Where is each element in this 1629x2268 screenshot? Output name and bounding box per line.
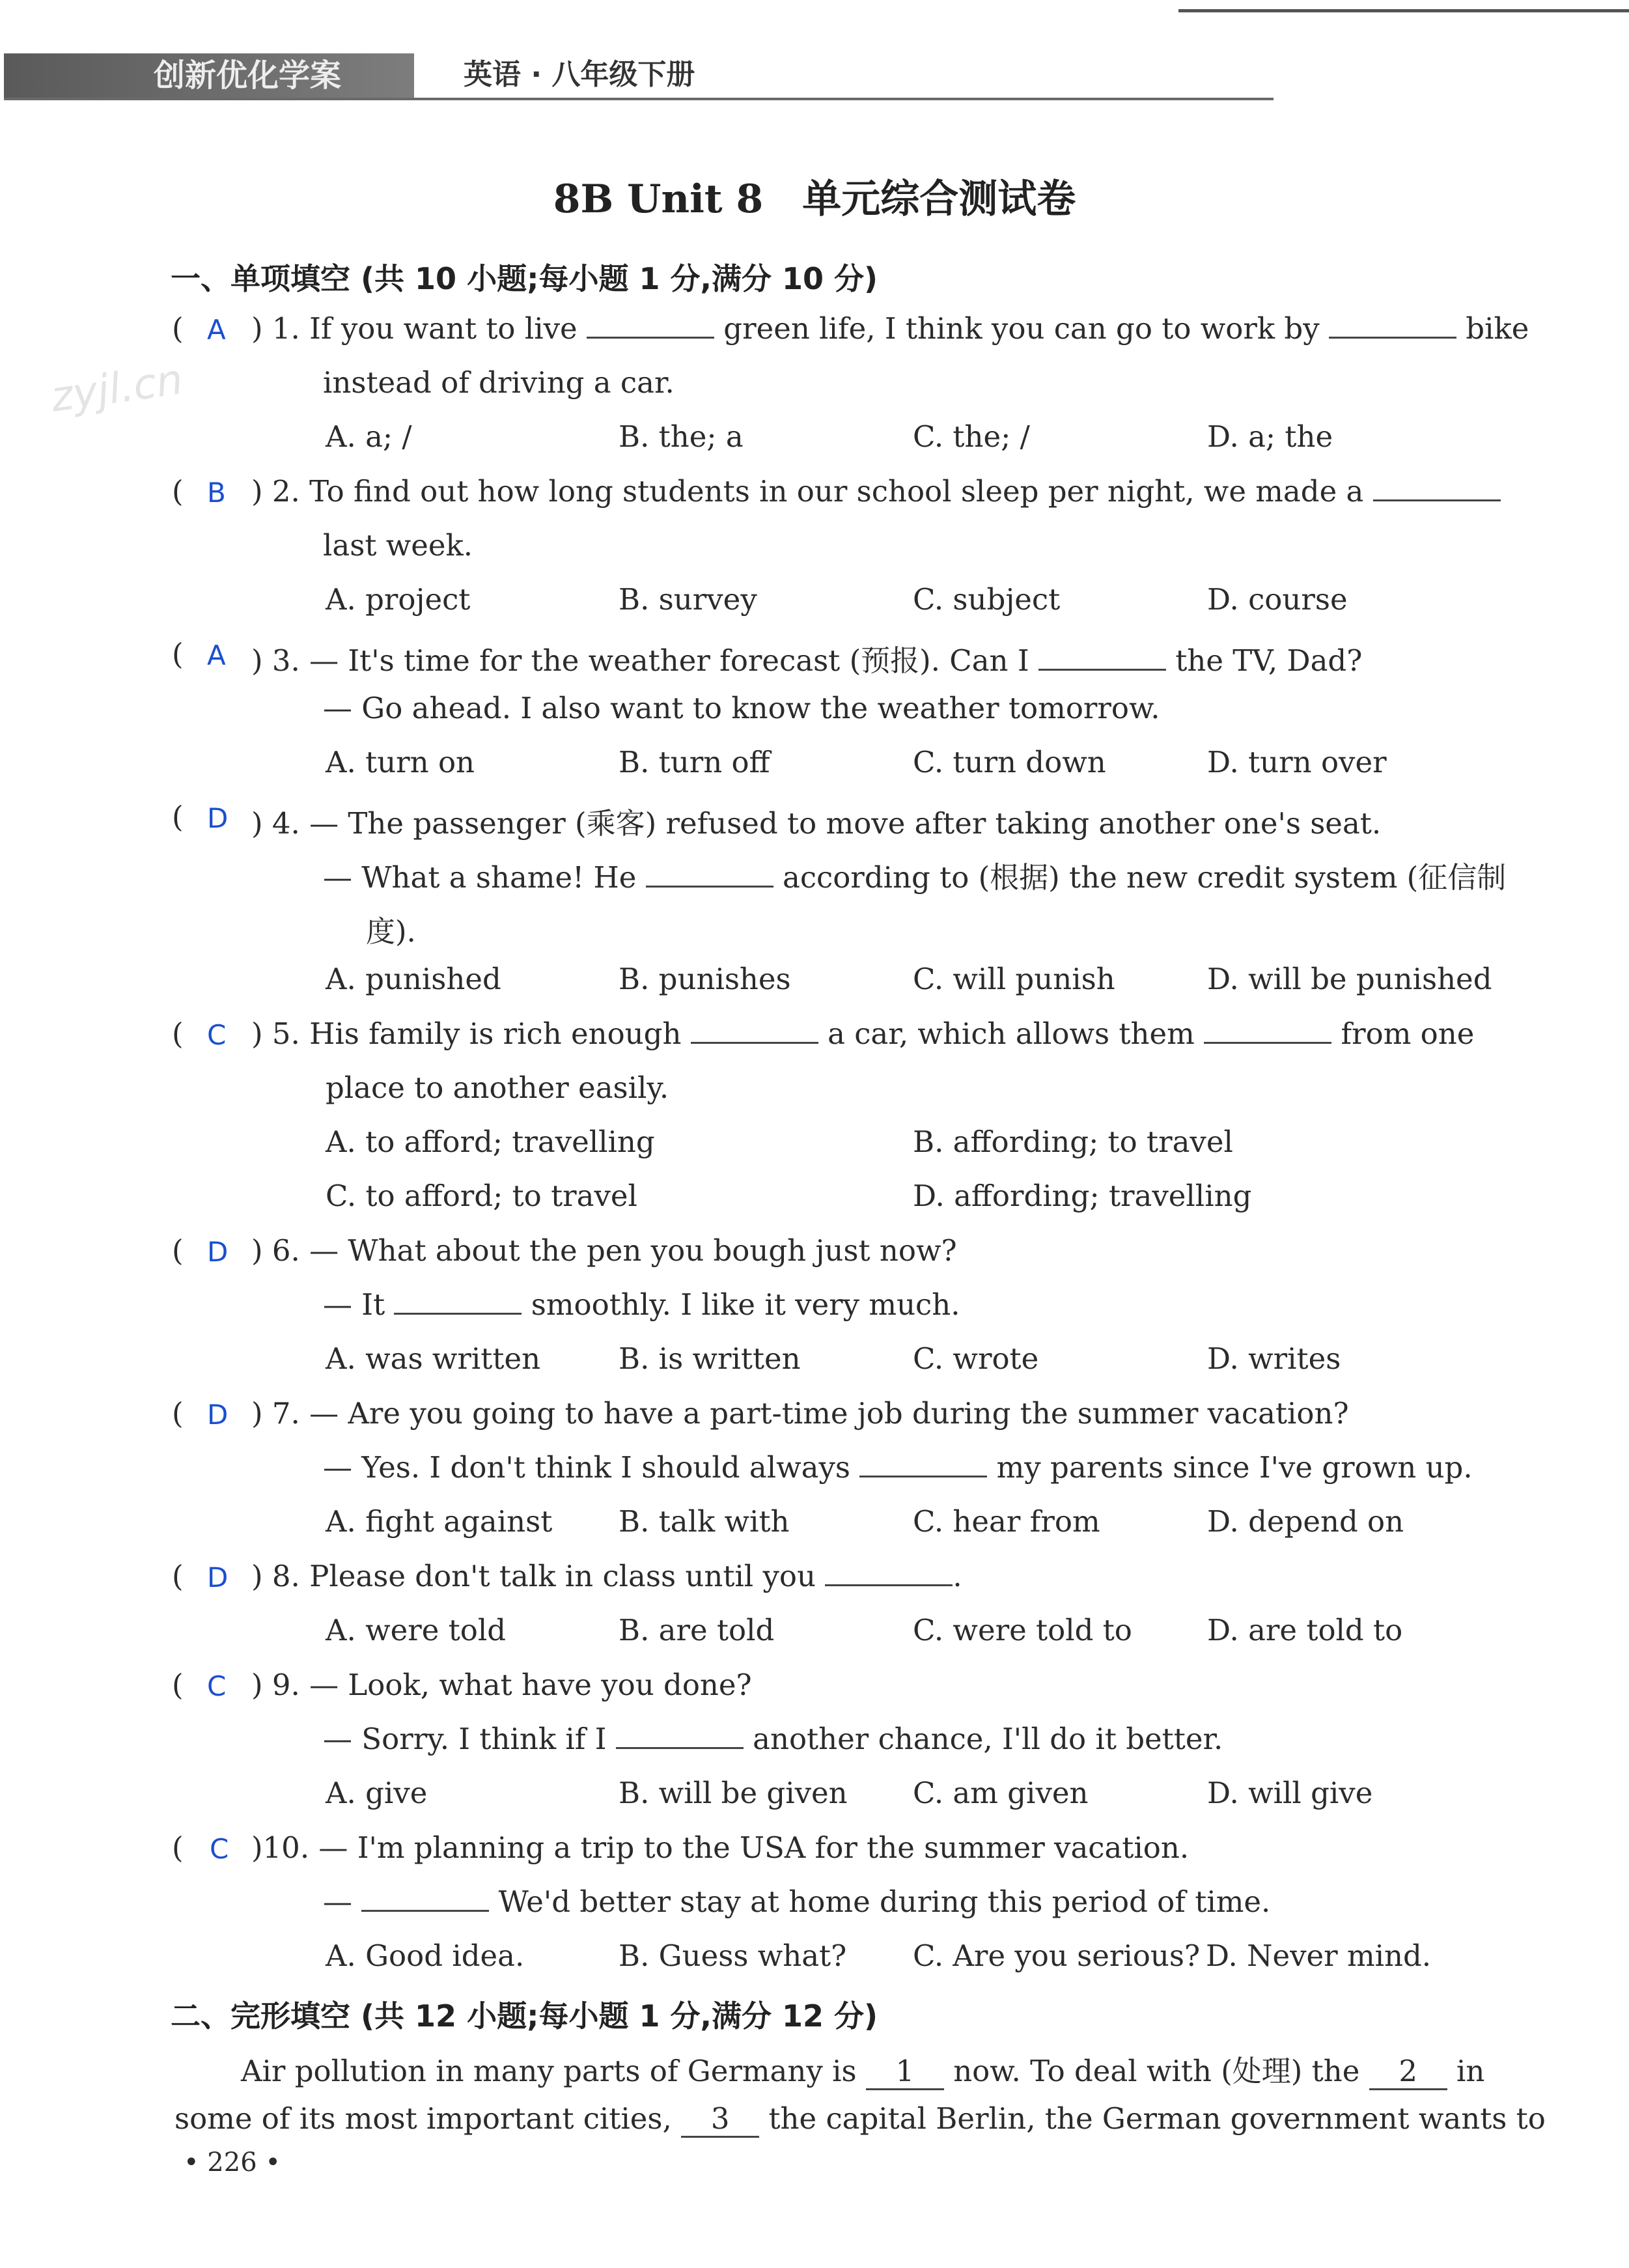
option-c: C. the; /	[913, 419, 1030, 454]
option-b: B. Guess what?	[619, 1939, 847, 1973]
answer-q1: A	[207, 314, 226, 346]
option-a: A. Good idea.	[326, 1939, 525, 1973]
question-5: ) 5. His family is rich enough a car, which allows them from one	[251, 1016, 1475, 1051]
option-d: D. turn over	[1207, 745, 1387, 779]
option-d: D. writes	[1207, 1341, 1341, 1376]
question-4: ) 4. — The passenger (乘客) refused to move after taking another one's seat.	[251, 806, 1382, 841]
question-7-cont: — Yes. I don't think I should always my parents since I've grown up.	[323, 1450, 1473, 1485]
answer-paren: (	[172, 1830, 184, 1865]
answer-q6: D	[207, 1236, 229, 1268]
option-a: A. a; /	[326, 419, 412, 454]
option-b: B. the; a	[619, 419, 744, 454]
option-d: D. a; the	[1207, 419, 1333, 454]
question-2-cont: last week.	[323, 528, 473, 563]
page-title: 8B Unit 8 单元综合测试卷	[553, 176, 1076, 222]
answer-paren: (	[172, 637, 184, 671]
subject-label: 英语 · 八年级下册	[464, 58, 695, 91]
option-b: B. are told	[619, 1613, 775, 1647]
option-d: D. will give	[1207, 1776, 1373, 1810]
option-d: D. depend on	[1207, 1504, 1404, 1539]
question-4-cont2: 度).	[366, 914, 416, 949]
question-4-cont: — What a shame! He according to (根据) the new credit system (征信制	[323, 860, 1507, 895]
top-rule	[1178, 9, 1629, 12]
question-1: ) 1. If you want to live green life, I think you can go to work by bike	[251, 311, 1529, 346]
answer-q5: C	[207, 1019, 227, 1051]
question-7: ) 7. — Are you going to have a part-time job during the summer vacation?	[251, 1396, 1349, 1431]
answer-paren: (	[172, 1396, 184, 1431]
page-number: • 226 •	[184, 2148, 281, 2177]
passage-line-2: some of its most important cities, 3 the capital Berlin, the German government wants to	[174, 2101, 1546, 2138]
option-a: A. to afford; travelling	[326, 1125, 655, 1159]
question-3-cont: — Go ahead. I also want to know the weather tomorrow.	[323, 691, 1160, 725]
header-rule	[4, 98, 1274, 100]
watermark: zyjl.cn	[48, 356, 186, 422]
option-c: C. wrote	[913, 1341, 1039, 1376]
question-6-cont: — It smoothly. I like it very much.	[323, 1287, 960, 1322]
option-b: B. turn off	[619, 745, 770, 779]
option-a: A. were told	[326, 1613, 507, 1647]
answer-q9: C	[207, 1670, 227, 1702]
question-5-cont: place to another easily.	[326, 1071, 669, 1105]
answer-q2: B	[207, 477, 226, 509]
question-2: ) 2. To find out how long students in our school sleep per night, we made a	[251, 474, 1501, 509]
option-d: D. course	[1207, 582, 1348, 617]
answer-paren: (	[172, 1559, 184, 1593]
passage-line-1: Air pollution in many parts of Germany is 1 now. To deal with (处理) the 2 in	[241, 2047, 1484, 2090]
answer-q8: D	[207, 1561, 229, 1593]
option-c: C. subject	[913, 582, 1061, 617]
answer-q4: D	[207, 802, 229, 834]
question-10-cont: — We'd better stay at home during this period of time.	[323, 1884, 1271, 1919]
series-banner: 创新优化学案	[4, 53, 414, 98]
option-d: D. affording; travelling	[913, 1179, 1252, 1213]
answer-paren: (	[172, 800, 184, 834]
option-b: B. is written	[619, 1341, 801, 1376]
option-b: B. affording; to travel	[913, 1125, 1233, 1159]
option-c: C. were told to	[913, 1613, 1132, 1647]
question-3: ) 3. — It's time for the weather forecast (预报). Can I the TV, Dad?	[251, 643, 1363, 678]
option-c: C. to afford; to travel	[326, 1179, 637, 1213]
option-b: B. punishes	[619, 962, 791, 996]
section-heading-2: 二、完形填空 (共 12 小题;每小题 1 分,满分 12 分)	[171, 1998, 878, 2034]
option-a: A. give	[326, 1776, 428, 1810]
answer-paren: (	[172, 1016, 184, 1051]
question-10: )10. — I'm planning a trip to the USA for the summer vacation.	[251, 1830, 1190, 1865]
option-a: A. was written	[326, 1341, 541, 1376]
question-6: ) 6. — What about the pen you bough just now?	[251, 1233, 957, 1268]
option-b: B. survey	[619, 582, 757, 617]
answer-paren: (	[172, 311, 184, 346]
option-a: A. project	[326, 582, 471, 617]
answer-paren: (	[172, 474, 184, 509]
option-b: B. talk with	[619, 1504, 790, 1539]
question-9-cont: — Sorry. I think if I another chance, I'll do it better.	[323, 1722, 1223, 1756]
option-c: C. turn down	[913, 745, 1106, 779]
section-heading-1: 一、单项填空 (共 10 小题;每小题 1 分,满分 10 分)	[171, 261, 878, 296]
option-d: D. are told to	[1207, 1613, 1403, 1647]
answer-paren: (	[172, 1668, 184, 1702]
option-b: B. will be given	[619, 1776, 848, 1810]
question-8: ) 8. Please don't talk in class until you .	[251, 1559, 962, 1593]
option-d: D. will be punished	[1207, 962, 1492, 996]
answer-q10: C	[210, 1833, 229, 1865]
answer-paren: (	[172, 1233, 184, 1268]
question-9: ) 9. — Look, what have you done?	[251, 1668, 752, 1702]
option-c: C. Are you serious?	[913, 1939, 1201, 1973]
option-c: C. hear from	[913, 1504, 1100, 1539]
option-a: A. turn on	[326, 745, 475, 779]
question-1-cont: instead of driving a car.	[323, 365, 675, 400]
option-a: A. fight against	[326, 1504, 553, 1539]
answer-q7: D	[207, 1399, 229, 1431]
option-d: D. Never mind.	[1206, 1939, 1432, 1973]
option-c: C. will punish	[913, 962, 1115, 996]
option-a: A. punished	[326, 962, 501, 996]
answer-q3: A	[207, 639, 226, 671]
option-c: C. am given	[913, 1776, 1089, 1810]
